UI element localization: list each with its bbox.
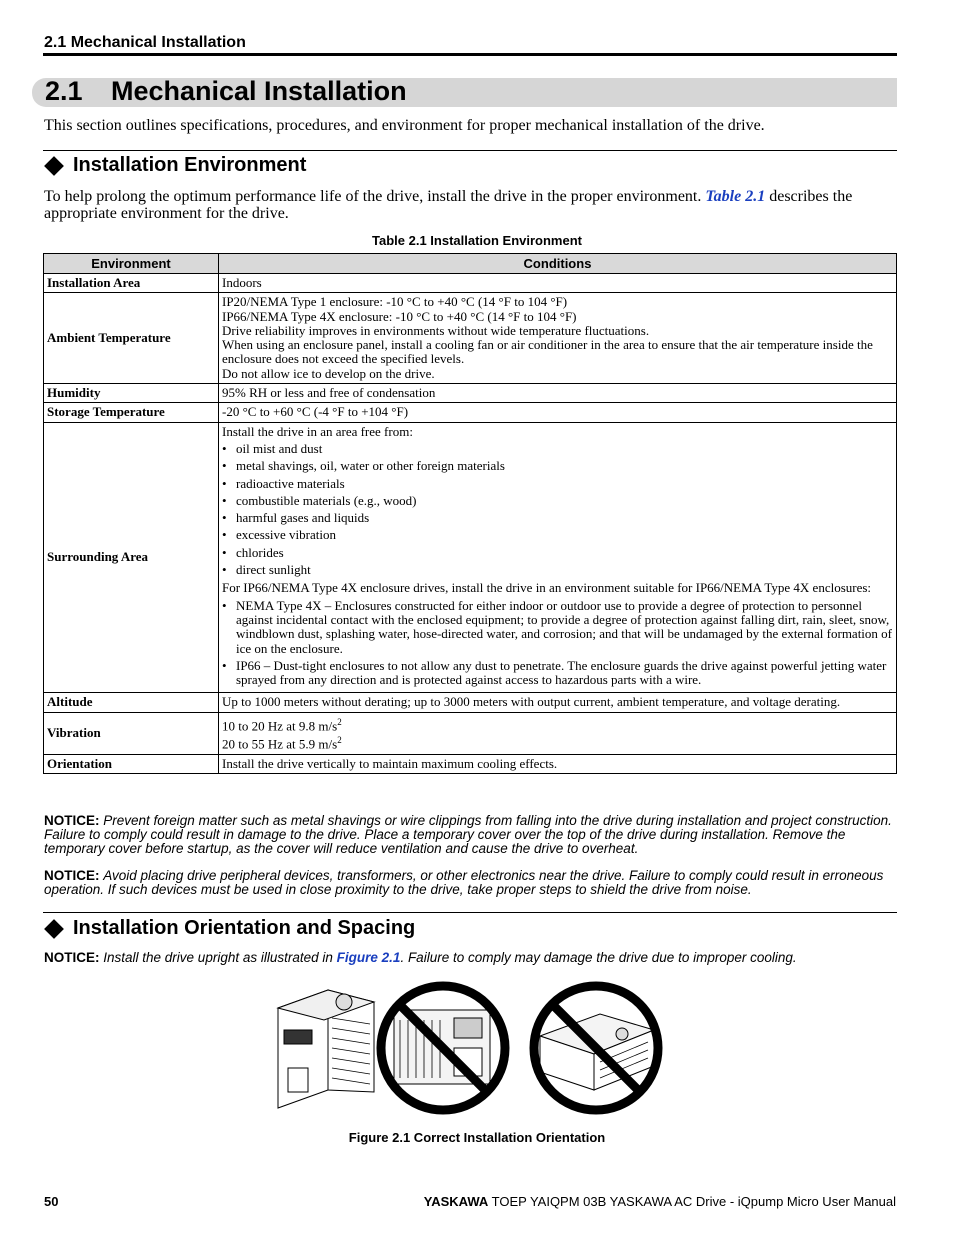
notice-foreign-matter [44, 814, 900, 856]
list-item: • oil mist and dust [222, 440, 323, 456]
environment-paragraph [44, 188, 898, 222]
table-row [44, 403, 897, 422]
header-rule [43, 53, 897, 56]
orientation-figure [270, 978, 670, 1118]
subheading-rule [43, 150, 897, 151]
condition-cell: Indoors [219, 274, 897, 293]
table-row [44, 712, 897, 754]
env-cell: Ambient Temperature [44, 293, 219, 384]
env-para-text: To help prolong the optimum performance life of the drive, install the drive in the proper environment. [44, 188, 702, 205]
ip66-intro: For IP66/NEMA Type 4X enclosure drives, install the drive in an environment suitable for IP66/NEMA Type 4X enclosures: [222, 580, 872, 596]
notice-text: Avoid placing drive peripheral devices, transformers, or other electronics near the drive. Failure to comply could result in erroneous operation. If such devices must be used in close proximity to the drive, take proper steps to shield the drive from noise. [44, 868, 884, 897]
column-header-environment: Environment [44, 254, 219, 274]
env-cell: Humidity [44, 384, 219, 403]
condition-cell: Install the drive vertically to maintain maximum cooling effects. [219, 754, 897, 773]
list-item: • excessive vibration [222, 527, 336, 543]
subheading-installation-environment: Installation Environment [73, 154, 307, 176]
notice-label: NOTICE: [44, 950, 100, 965]
notice-text-after: . Failure to comply may damage the drive due to improper cooling. [400, 950, 797, 965]
table-row [44, 422, 897, 693]
notice-orientation [44, 951, 900, 965]
table-header-row [44, 254, 897, 274]
list-item: • harmful gases and liquids [222, 510, 370, 526]
footer-manual-title [424, 1194, 896, 1209]
env-cell: Altitude [44, 693, 219, 712]
condition-line: IP66/NEMA Type 4X enclosure: -10 °C to +40 °C (14 °F to 104 °F) [222, 308, 577, 324]
condition-cell [219, 422, 897, 693]
list-item: • metal shavings, oil, water or other foreign materials [222, 458, 505, 474]
section-number: 2.1 [45, 76, 83, 106]
env-cell: Installation Area [44, 274, 219, 293]
table-caption: Table 2.1 Installation Environment [372, 233, 582, 248]
list-item: • IP66 – Dust-tight enclosures to not allow any dust to penetrate. The enclosure guards the drive against powerful jetting water sprayed from any direction and is protected against access to hazardous parts with a wire. [222, 657, 887, 688]
condition-cell [219, 712, 897, 754]
notice-label: NOTICE: [44, 868, 100, 883]
table-row [44, 754, 897, 773]
list-item: • combustible materials (e.g., wood) [222, 492, 417, 508]
notice-text: Install the drive upright as illustrated in [103, 950, 333, 965]
list-item: • NEMA Type 4X – Enclosures constructed for either indoor or outdoor use to provide a degree of protection to personnel against incidental contact with the enclosed equipment; to provide a degree of protection against falling dirt, rain, sleet, snow, windblown dust, splashing water, hose-directed water, and corrosion; and that will be undamaged by the external formation of ice on the enclosure. [222, 597, 892, 656]
footer-text: TOEP YAIQPM 03B YASKAWA AC Drive - iQpump Micro User Manual [491, 1194, 896, 1209]
list-item: • chlorides [222, 544, 284, 560]
upright-drive-illustration [278, 990, 374, 1108]
condition-line: Drive reliability improves in environments without wide temperature fluctuations. [222, 322, 650, 338]
column-header-conditions: Conditions [219, 254, 897, 274]
list-item: • radioactive materials [222, 475, 345, 491]
table-row [44, 693, 897, 712]
condition-cell: Up to 1000 meters without derating; up to 3000 meters with output current, ambient temperature, and voltage derating. [219, 693, 897, 712]
table-row [44, 293, 897, 384]
condition-line: Do not allow ice to develop on the drive. [222, 365, 435, 381]
notice-label: NOTICE: [44, 813, 100, 828]
diamond-bullet-icon [44, 919, 64, 939]
section-title: Mechanical Installation [111, 76, 407, 106]
condition-line: 20 to 55 Hz at 5.9 $m/s^2$ [222, 735, 342, 752]
surrounding-intro: Install the drive in an area free from: [222, 423, 413, 439]
installation-environment-table [43, 253, 897, 774]
section-intro: This section outlines specifications, procedures, and environment for proper mechanical installation of the drive. [44, 117, 765, 134]
condition-line: 10 to 20 Hz at 9.8 $m/s^2$ [222, 716, 342, 734]
diamond-bullet-icon [44, 156, 64, 176]
subheading-orientation-spacing: Installation Orientation and Spacing [73, 917, 416, 939]
table-2-1-link[interactable]: Table 2.1 [705, 188, 766, 205]
list-item: • direct sunlight [222, 562, 311, 578]
env-cell: Orientation [44, 754, 219, 773]
footer-brand: YASKAWA [423, 1194, 489, 1209]
condition-cell [219, 293, 897, 384]
env-cell: Vibration [44, 712, 219, 754]
figure-caption: Figure 2.1 Correct Installation Orientation [348, 1130, 606, 1145]
condition-cell: -20 °C to +60 °C (-4 °F to +104 °F) [219, 403, 897, 422]
table-row [44, 384, 897, 403]
env-para-text-after: describes the appropriate environment for the drive. [44, 188, 853, 222]
notice-peripheral-devices [44, 869, 900, 897]
notice-text: Prevent foreign matter such as metal shavings or wire clippings from falling into the drive during installation and project construction. Failure to comply could result in damage to the drive. Place a temporary cover over the top of the drive during installation. Remove the temporary cover before startup, as the cover will reduce ventilation and cause the drive to overheat. [44, 813, 892, 856]
subheading-rule [43, 912, 897, 913]
table-row [44, 274, 897, 293]
page-number: 50 [44, 1194, 59, 1209]
env-cell: Storage Temperature [44, 403, 219, 422]
condition-cell: 95% RH or less and free of condensation [219, 384, 897, 403]
condition-line: IP20/NEMA Type 1 enclosure: -10 °C to +40 °C (14 °F to 104 °F) [222, 294, 568, 310]
env-cell: Surrounding Area [44, 422, 219, 693]
condition-line: When using an enclosure panel, install a cooling fan or air conditioner in the area to ensure that the air temperature inside the enclosure does not exceed the specified levels. [222, 337, 873, 367]
running-header: 2.1 Mechanical Installation [44, 34, 246, 51]
figure-2-1-link[interactable]: Figure 2.1 [336, 950, 401, 965]
